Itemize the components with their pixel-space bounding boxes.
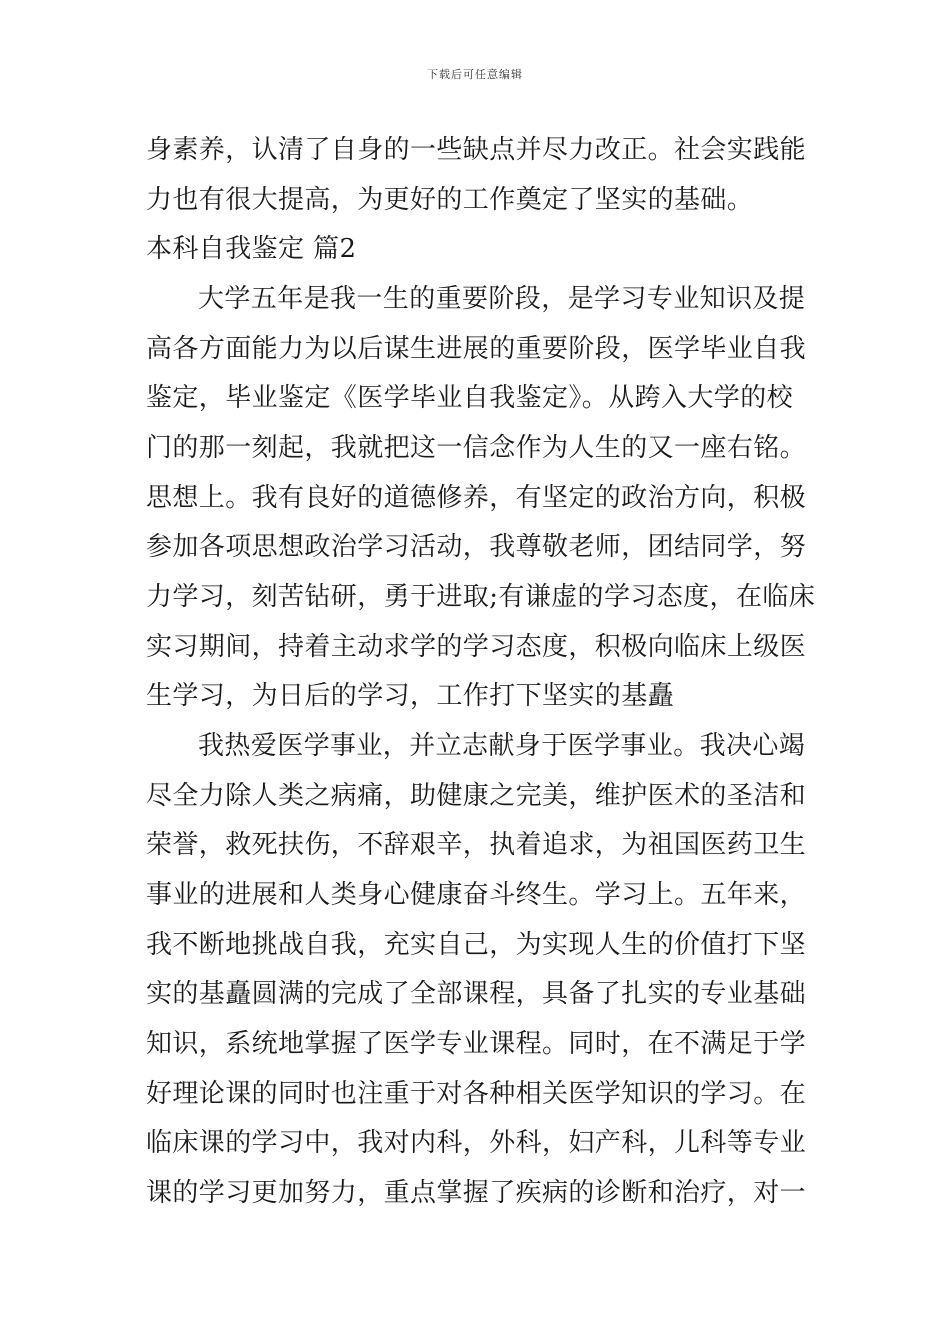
body-line: 我不断地挑战自我，充实自己，为实现人生的价值打下坚	[146, 930, 807, 960]
body-line: 鉴定，毕业鉴定《医学毕业自我鉴定》。从跨入大学的校	[146, 383, 794, 413]
paragraph-start-line: 大学五年是我一生的重要阶段，是学习专业知识及提	[198, 284, 806, 314]
body-line: 思想上。我有良好的道德修养，有坚定的政治方向，积极	[146, 483, 807, 513]
body-line: 身素养，认清了自身的一些缺点并尽力改正。社会实践能	[146, 135, 807, 165]
paragraph-start-line: 我热爱医学事业，并立志献身于医学事业。我决心竭	[198, 731, 806, 761]
body-line: 课的学习更加努力，重点掌握了疾病的诊断和治疗，对一	[146, 1178, 807, 1208]
body-line: 参加各项思想政治学习活动，我尊敬老师，团结同学，努	[146, 532, 807, 562]
body-line: 力学习，刻苦钻研，勇于进取;有谦虚的学习态度，在临床	[146, 582, 816, 612]
body-line: 临床课的学习中，我对内科，外科，妇产科，儿科等专业	[146, 1128, 807, 1158]
body-line: 尽全力除人类之病痛，助健康之完美，维护医术的圣洁和	[146, 781, 807, 811]
body-line: 好理论课的同时也注重于对各种相关医学知识的学习。在	[146, 1079, 807, 1109]
body-line: 生学习，为日后的学习，工作打下坚实的基矗	[146, 681, 675, 711]
body-line: 知识，系统地掌握了医学专业课程。同时，在不满足于学	[146, 1029, 807, 1059]
body-line: 实习期间，持着主动求学的学习态度，积极向临床上级医	[146, 632, 807, 662]
page-header-note: 下载后可任意编辑	[427, 68, 523, 81]
body-line: 实的基矗圆满的完成了全部课程，具备了扎实的专业基础	[146, 979, 807, 1009]
body-line: 门的那一刻起，我就把这一信念作为人生的又一座右铭。	[146, 433, 807, 463]
body-line: 荣誉，救死扶伤，不辞艰辛，执着追求，为祖国医药卫生	[146, 830, 807, 860]
section-heading: 本科自我鉴定 篇2	[146, 234, 357, 264]
body-line: 事业的进展和人类身心健康奋斗终生。学习上。五年来，	[146, 880, 807, 910]
body-line: 力也有很大提高，为更好的工作奠定了坚实的基础。	[146, 185, 754, 215]
body-line: 高各方面能力为以后谋生进展的重要阶段，医学毕业自我	[146, 334, 807, 364]
